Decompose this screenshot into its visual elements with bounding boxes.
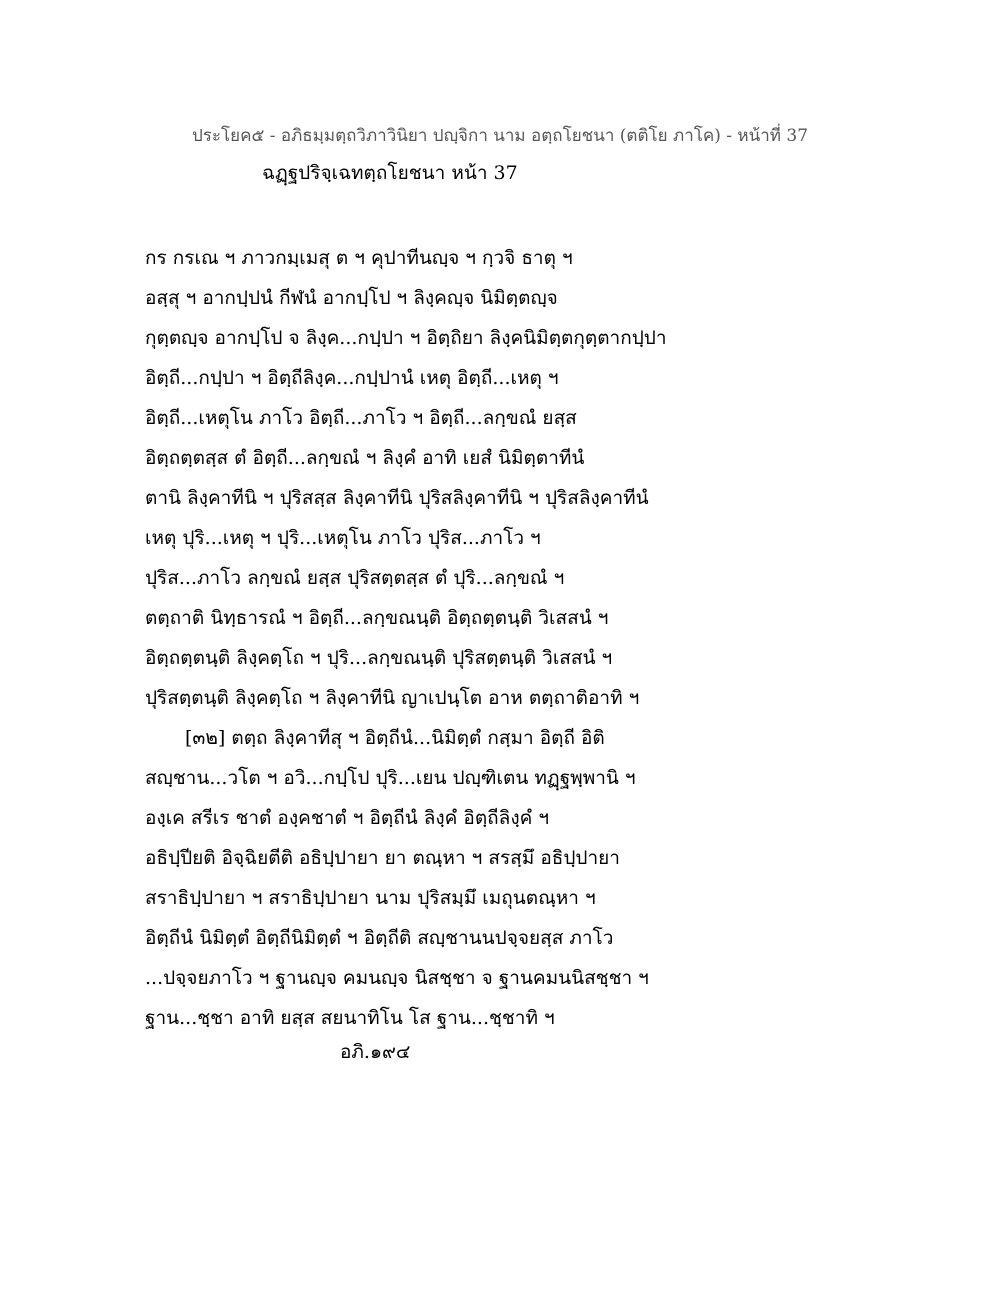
body-line: ฐาน...ชฺชา อาทิ ยสฺส สยนาทิโน โส ฐาน...ชฺชาทิ ฯ	[145, 1007, 555, 1029]
body-line: ปุริสตฺตนฺติ ลิงฺคตฺโถ ฯ ลิงฺคาทีนิ ญาเปนฺโต อาห ตตฺถาติอาทิ ฯ	[145, 687, 640, 709]
body-line: ตตฺถาติ นิทฺธารณํ ฯ อิตฺถี...ลกฺขณนฺติ อิตฺถตฺตนฺติ วิเสสนํ ฯ	[145, 607, 609, 629]
body-line: กุตฺตญฺจ อากปฺโป จ ลิงฺค...กปฺปา ฯ อิตฺถิยา ลิงฺคนิมิตฺตกุตฺตากปฺปา	[145, 327, 667, 349]
body-line: เหตุ ปุริ...เหตุ ฯ ปุริ...เหตุโน ภาโว ปุริส...ภาโว ฯ	[145, 527, 541, 549]
section-heading: ฉฏฺฐปริจฺเฉทตฺถโยชนา หน้า 37	[262, 162, 518, 184]
paragraph-start-line: [๓๒] ตตฺถ ลิงฺคาทีสุ ฯ อิตฺถีนํ...นิมิตฺตํ กสฺมา อิตฺถี อิติ	[185, 727, 605, 749]
body-text	[145, 238, 865, 1038]
body-line: อิตฺถตฺตสฺส ตํ อิตฺถี...ลกฺขณํ ฯ ลิงฺคํ อาทิ เยสํ นิมิตฺตาทีนํ	[145, 447, 585, 469]
body-line: อิตฺถตฺตนฺติ ลิงฺคตฺโถ ฯ ปุริ...ลกฺขณนฺติ ปุริสตฺตนฺติ วิเสสนํ ฯ	[145, 647, 613, 669]
body-line: ปุริส...ภาโว ลกฺขณํ ยสฺส ปุริสตฺตสฺส ตํ ปุริ...ลกฺขณํ ฯ	[145, 567, 565, 589]
page-reference: อภิ.๑๙๔	[340, 1041, 411, 1063]
body-line: อธิปฺปียติ อิจฺฉิยตีติ อธิปฺปายา ยา ตณฺหา ฯ สรสฺมึ อธิปฺปายา	[145, 847, 620, 869]
running-header: ประโยค๕ - อภิธมฺมตฺถวิภาวินิยา ปญฺจิกา นาม อตฺถโยชนา (ตติโย ภาโค) - หน้าที่ 37	[191, 126, 809, 146]
body-line: อิตฺถีนํ นิมิตฺตํ อิตฺถีนิมิตฺตํ ฯ อิตฺถีติ สญฺชานนปจฺจยสฺส ภาโว	[145, 927, 614, 949]
body-line: อิตฺถี...เหตุโน ภาโว อิตฺถี...ภาโว ฯ อิตฺถี...ลกฺขณํ ยสฺส	[145, 407, 577, 429]
body-line: กร กรเณ ฯ ภาวกมฺเมสุ ต ฯ คุปาทีนญฺจ ฯ กฺวจิ ธาตุ ฯ	[145, 247, 573, 269]
body-line: องฺเค สรีเร ชาตํ องฺคชาตํ ฯ อิตฺถีนํ ลิงฺคํ อิตฺถีลิงฺคํ ฯ	[145, 807, 550, 829]
body-line: อิตฺถี...กปฺปา ฯ อิตฺถีลิงฺค...กปฺปานํ เหตุ อิตฺถี...เหตุ ฯ	[145, 367, 559, 389]
body-line: อสฺสุ ฯ อากปฺปนํ กีฬนํ อากปฺโป ฯ ลิงฺคญฺจ นิมิตฺตญฺจ	[145, 287, 558, 309]
body-line: สญฺชาน...วโต ฯ อวิ...กปฺโป ปุริ...เยน ปญฺฑิเตน ทฏฺฐพฺพานิ ฯ	[145, 767, 636, 789]
body-line: ...ปจฺจยภาโว ฯ ฐานญฺจ คมนญฺจ นิสชฺชา จ ฐานคมนนิสชฺชา ฯ	[145, 967, 649, 989]
body-line: ตานิ ลิงฺคาทีนิ ฯ ปุริสสฺส ลิงฺคาทีนิ ปุริสลิงฺคาทีนิ ฯ ปุริสลิงฺคาทีนํ	[145, 487, 649, 509]
body-line: สราธิปฺปายา ฯ สราธิปฺปายา นาม ปุริสมฺมึ เมถุนตณฺหา ฯ	[145, 887, 596, 909]
